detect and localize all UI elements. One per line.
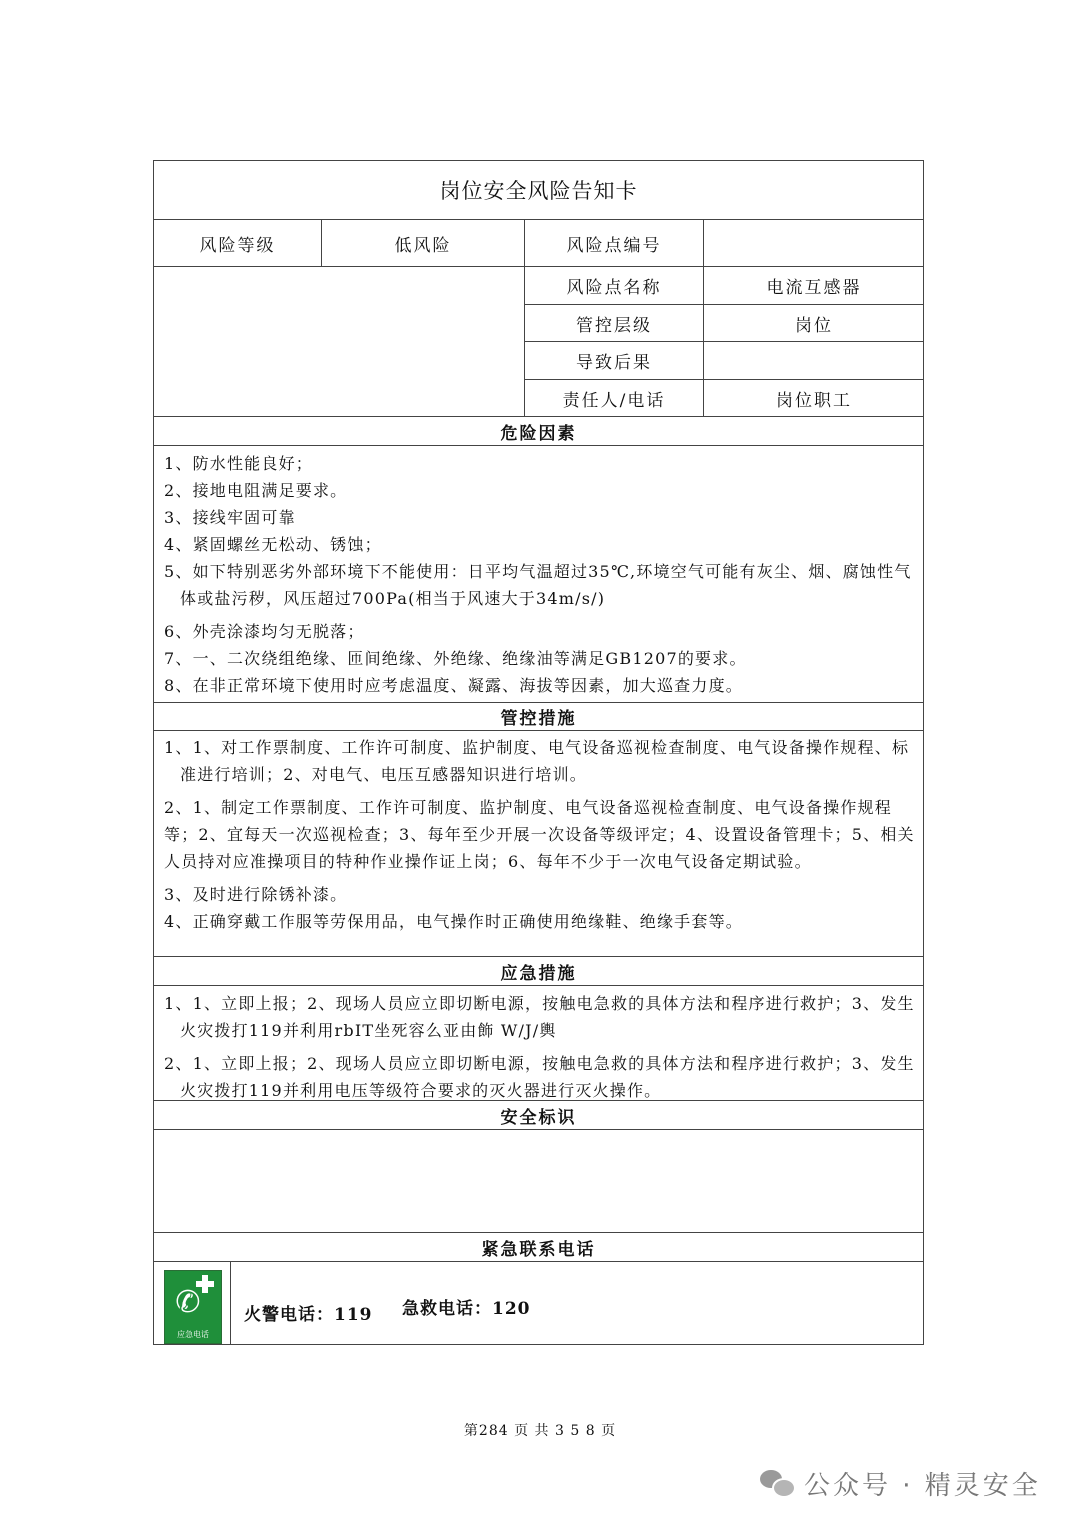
risk-point-name-value: 电流互感器 (703, 266, 924, 304)
hazard-item: 5、如下特别恶劣外部环境下不能使用：日平均气温超过35℃,环境空气可能有灰尘、烟、腐蚀性气体或盐污秽，风压超过700Pa(相当于风速大于34m/s/) (164, 562, 912, 608)
hazard-item: 4、紧固螺丝无松动、锈蚀； (164, 535, 382, 554)
emergency-phone-sign-icon: ✆ 应急电话 (164, 1270, 222, 1344)
risk-point-no-label: 风险点编号 (524, 220, 703, 266)
responsible-value: 岗位职工 (703, 379, 924, 417)
fire-number: 119 (334, 1305, 373, 1325)
consequence-value (703, 341, 924, 379)
control-item: 4、正确穿戴工作服等劳保用品，电气操作时正确使用绝缘鞋、绝缘手套等。 (164, 912, 743, 931)
emergency-item: 2、1、立即上报；2、现场人员应立即切断电源，按触电急救的具体方法和程序进行救护；3、发生火灾拨打119并利用电压等级符合要求的灭火器进行灭火操作。 (164, 1054, 915, 1100)
first-aid-number: 120 (492, 1299, 531, 1319)
emergency-heading: 应急措施 (154, 956, 923, 985)
sign-caption: 应急电话 (177, 1330, 209, 1339)
hazard-item: 2、接地电阻满足要求。 (164, 481, 348, 500)
divider (230, 1262, 231, 1345)
emergency-section (154, 985, 923, 1100)
hazard-item: 7、一、二次绕组绝缘、匝间绝缘、外绝缘、绝缘油等满足GB1207的要求。 (164, 649, 747, 668)
watermark-text: 公众号 · 精灵安全 (804, 1470, 1041, 1501)
controls-heading: 管控措施 (154, 702, 923, 730)
consequence-label: 导致后果 (524, 341, 703, 379)
hazard-item: 1、防水性能良好； (164, 454, 313, 473)
safety-signs-area (154, 1129, 923, 1232)
watermark (760, 1463, 1041, 1503)
page-number: 第284 页 共 3 5 8 页 (463, 1423, 617, 1439)
control-level-label: 管控层级 (524, 304, 703, 341)
fire-label: 火警电话： (244, 1305, 334, 1325)
image-placeholder (154, 266, 524, 417)
contacts-section (154, 1261, 923, 1345)
wechat-icon (760, 1468, 794, 1498)
safety-signs-heading: 安全标识 (154, 1100, 923, 1129)
hazard-item: 8、在非正常环境下使用时应考虑温度、凝露、海拔等因素，加大巡查力度。 (164, 676, 743, 695)
controls-section (154, 730, 923, 956)
risk-point-name-label: 风险点名称 (524, 266, 703, 304)
hazard-item: 6、外壳涂漆均匀无脱落； (164, 622, 365, 641)
control-item: 1、1、对工作票制度、工作许可制度、监护制度、电气设备巡视检查制度、电气设备操作规程、标准进行培训；2、对电气、电压互感器知识进行培训。 (164, 738, 910, 784)
risk-level-label: 风险等级 (199, 235, 276, 256)
emergency-item: 1、1、立即上报；2、现场人员应立即切断电源，按触电急救的具体方法和程序进行救护；3、发生火灾拨打119并利用rbIT坐死容么亚由飾 W/J/輿 (164, 994, 915, 1040)
hazards-section (154, 445, 923, 702)
card-title: 岗位安全风险告知卡 (439, 179, 638, 203)
responsible-label: 责任人/电话 (524, 379, 703, 417)
risk-level-value: 低风险 (321, 220, 524, 266)
risk-point-no-value (703, 220, 924, 266)
fire-phone (244, 1300, 373, 1325)
risk-notice-card (153, 160, 924, 1345)
first-aid-phone (402, 1294, 531, 1319)
hazards-heading: 危险因素 (154, 416, 923, 445)
first-aid-label: 急救电话： (402, 1299, 492, 1319)
control-item: 2、1、制定工作票制度、工作许可制度、监护制度、电气设备巡视检查制度、电气设备操作规程等；2、宜每天一次巡视检查；3、每年至少开展一次设备等级评定；4、设置设备管理卡；5、相关人员持对应准操项目的特种作业操作证上岗；6、每年不少于一次电气设备定期试验。 (164, 798, 915, 871)
info-block (154, 219, 923, 416)
contacts-heading: 紧急联系电话 (154, 1232, 923, 1261)
control-item: 3、及时进行除锈补漆。 (164, 885, 348, 904)
control-level-value: 岗位 (703, 304, 924, 341)
hazard-item: 3、接线牢固可靠 (164, 508, 296, 527)
